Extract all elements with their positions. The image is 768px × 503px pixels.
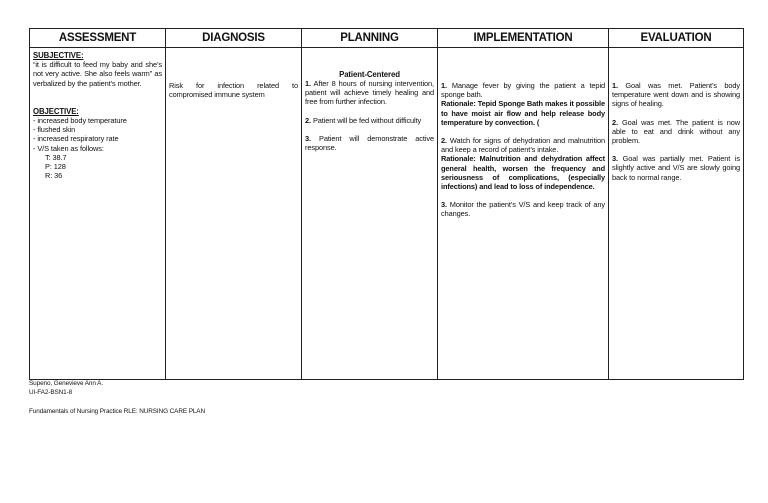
planning-item xyxy=(305,79,434,107)
table-body-row xyxy=(30,48,744,380)
item-number: 1. xyxy=(305,79,311,88)
item-text: Goal was met. Patient’s body temperature went down and is showing signs of healing. xyxy=(612,81,740,109)
rationale-text: Malnutrition and dehydration affect general health, worsen the frequency and seriousness of complications, (especially infections) and lead to loss of independence. xyxy=(441,154,605,192)
item-text: Goal was partially met. Patient is slightly active and V/S are slowly going back to normal range. xyxy=(612,154,740,182)
subjective-heading: SUBJECTIVE: xyxy=(33,51,84,60)
evaluation-cell xyxy=(609,48,744,380)
item-number: 2. xyxy=(612,117,618,127)
table-header-row xyxy=(30,29,744,48)
planning-heading: Patient-Centered xyxy=(339,70,400,79)
item-number: 2. xyxy=(441,136,447,146)
header-diagnosis: DIAGNOSIS xyxy=(166,29,302,48)
item-text: Patient will demonstrate active response. xyxy=(305,133,434,153)
item-text: Manage fever by giving the patient a tepid sponge bath. xyxy=(441,81,605,100)
evaluation-item xyxy=(612,154,740,182)
subjective-text: “it is difficult to feed my baby and she’s not very active. She also feels warm” as verbalized by the patient’s mother. xyxy=(33,60,162,88)
evaluation-item xyxy=(612,81,740,109)
planning-item xyxy=(305,116,434,125)
header-planning: PLANNING xyxy=(302,29,438,48)
item-text: Patient will be fed without difficulty xyxy=(312,115,422,125)
evaluation-item xyxy=(612,118,740,146)
diagnosis-text: Risk for infection related to compromised immune system xyxy=(169,81,298,100)
implementation-item xyxy=(441,136,605,191)
rationale-label: Rationale: xyxy=(441,99,476,109)
vital-respiration: R: 36 xyxy=(45,171,63,181)
nursing-care-plan-table xyxy=(29,28,744,380)
header-assessment: ASSESSMENT xyxy=(30,29,166,48)
item-number: 1. xyxy=(441,81,447,90)
planning-cell xyxy=(302,48,438,380)
objective-item: - increased body temperature xyxy=(33,116,127,126)
header-implementation: IMPLEMENTATION xyxy=(438,29,609,48)
assessment-cell xyxy=(30,48,166,380)
objective-heading: OBJECTIVE: xyxy=(33,106,79,116)
item-number: 1. xyxy=(612,81,618,90)
item-number: 2. xyxy=(305,115,311,125)
item-text: Goal was met. The patient is now able to eat and drink without any problem. xyxy=(612,117,740,146)
item-text: After 8 hours of nursing intervention, patient will achieve timely healing and free from further infection. xyxy=(305,79,435,107)
item-number: 3. xyxy=(305,133,311,143)
rationale-text: Tepid Sponge Bath makes it possible to have moist air flow and help release body temperature by convection. ( xyxy=(441,99,605,127)
header-evaluation: EVALUATION xyxy=(609,29,744,48)
rationale-label: Rationale: xyxy=(441,154,476,164)
item-number: 3. xyxy=(612,154,618,164)
objective-item: - flushed skin xyxy=(33,125,76,135)
item-number: 3. xyxy=(441,200,447,210)
implementation-item xyxy=(441,200,605,218)
student-name: Supeno, Genevieve Ann A. xyxy=(29,380,103,387)
vital-temperature: T: 38.7 xyxy=(45,152,67,162)
planning-item xyxy=(305,134,434,152)
objective-item: - increased respiratory rate xyxy=(33,134,119,144)
implementation-cell xyxy=(438,48,609,380)
course-title: Fundamentals of Nursing Practice RLE: NURSING CARE PLAN xyxy=(29,408,205,415)
student-section: UI-FA2-BSN1-8 xyxy=(29,389,73,396)
item-text: Watch for signs of dehydration and malnutrition and keep a record of patient’s intake. xyxy=(441,136,605,155)
item-text: Monitor the patient’s V/S and keep track of any changes. xyxy=(441,200,605,219)
vital-pulse: P: 128 xyxy=(45,162,66,172)
implementation-item xyxy=(441,81,605,127)
objective-item: - V/S taken as follows: xyxy=(33,143,104,153)
diagnosis-cell xyxy=(166,48,302,380)
